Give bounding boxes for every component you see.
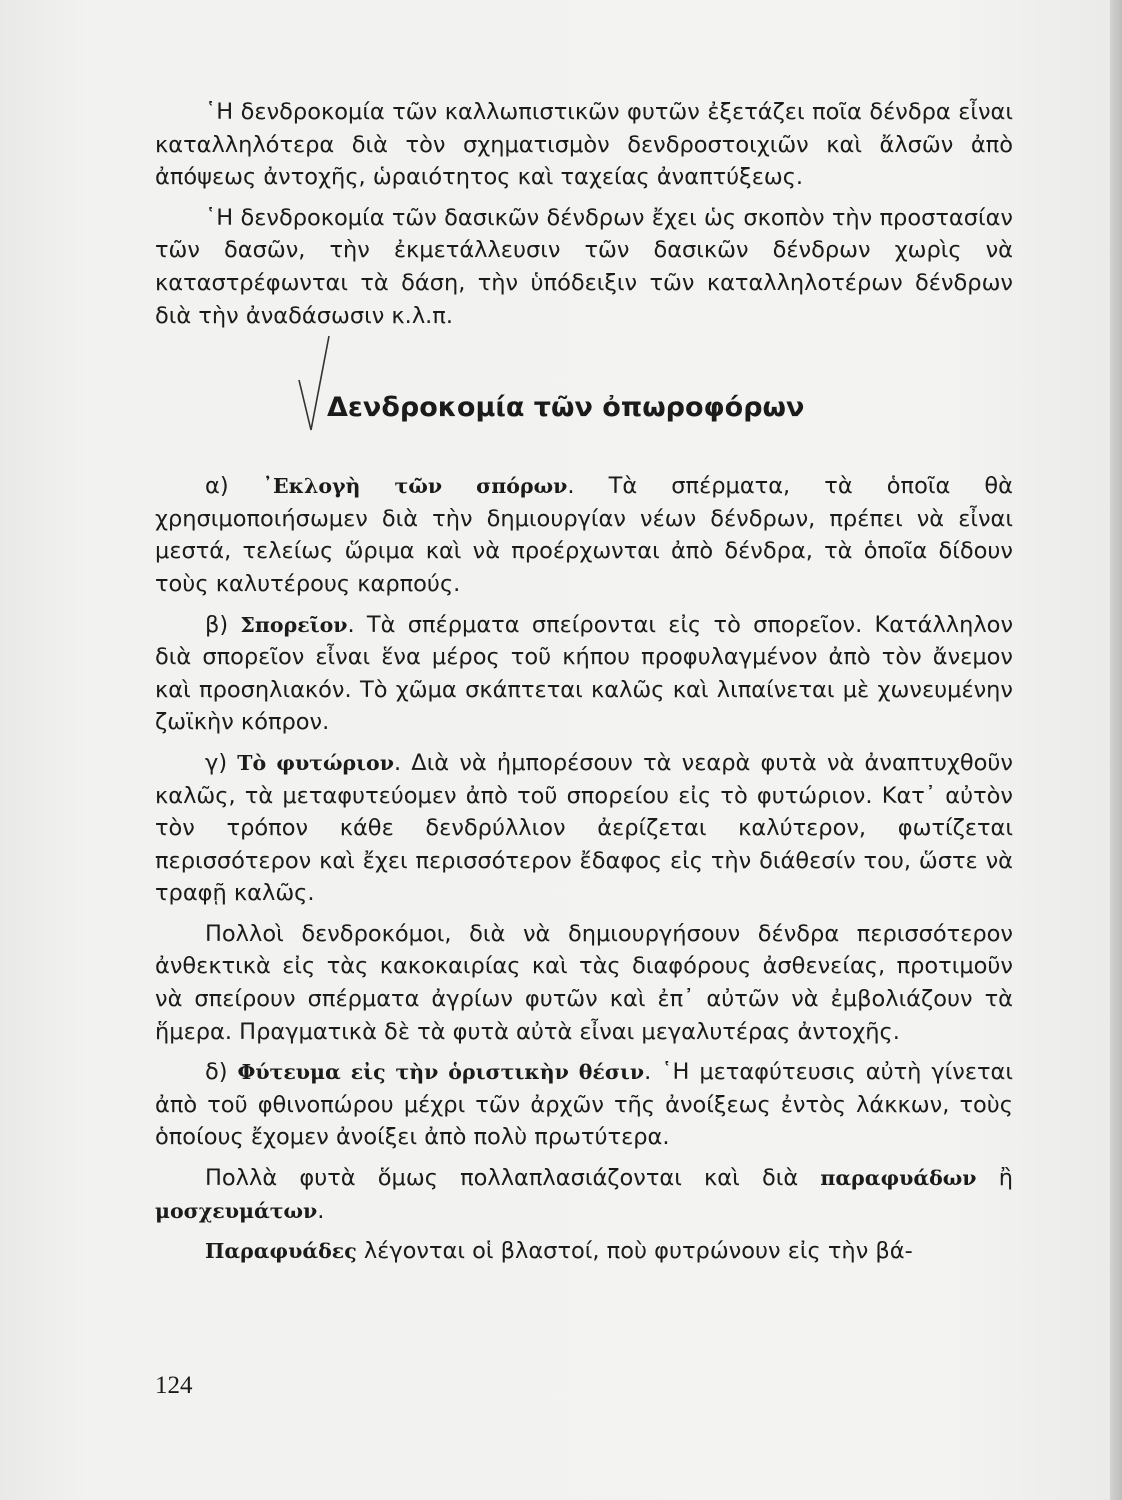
propagation-text-or: ἢ bbox=[976, 1165, 1013, 1192]
item-a-text: . Τὰ σπέρματα, τὰ ὁποῖα θὰ χρησιμοποιήσωμεν διὰ τὴν δημιουργίαν νέων δένδρων, πρέπει νὰ εἶναι μεστά, τελείως ὥριμα καὶ νὰ προέρχωνται ἀπὸ δένδρα, τὰ ὁποῖα δίδουν τοὺς καλυτέρους καρπούς. bbox=[155, 473, 1013, 597]
item-b-label: β) bbox=[205, 611, 229, 638]
paragraph-suckers bbox=[155, 1235, 1013, 1268]
item-c-label: γ) bbox=[205, 749, 228, 776]
section-title-text: Δενδροκομία τῶν ὀπωροφόρων bbox=[327, 392, 805, 424]
item-c-extra-paragraph: Πολλοὶ δενδροκόμοι, διὰ νὰ δημιουργήσουν δένδρα περισσότερον ἀνθεκτικὰ εἰς τὰς κακοκαιρίας καὶ τὰς διαφόρους ἀσθενείας, προτιμοῦν νὰ σπείρουν σπέρματα ἀγρίων φυτῶν καὶ ἐπ᾽ αὐτῶν νὰ ἐμβολιάζουν τὰ ἥμερα. Πραγματικὰ δὲ τὰ φυτὰ αὐτὰ εἶναι μεγαλυτέρας ἀντοχῆς. bbox=[155, 920, 1013, 1045]
item-a-title: ᾽Εκλογὴ τῶν σπόρων bbox=[262, 474, 568, 499]
suckers-definition-text: λέγονται οἱ βλαστοί, ποὺ φυτρώνουν εἰς τὴν βά- bbox=[356, 1238, 913, 1265]
term-cuttings: μοσχευμάτων bbox=[155, 1198, 318, 1223]
term-suckers-definition: Παραφυάδες bbox=[205, 1239, 357, 1264]
item-d-paragraph bbox=[155, 1056, 1013, 1154]
item-b-paragraph bbox=[155, 609, 1013, 739]
propagation-text-start: Πολλὰ φυτὰ ὅμως πολλαπλασιάζονται καὶ διὰ bbox=[205, 1165, 821, 1192]
paragraph-ornamental-trees: ῾Η δενδροκομία τῶν καλλωπιστικῶν φυτῶν ἐξετάζει ποῖα δένδρα εἶναι καταλληλότερα διὰ τὸν σχηματισμὸν δενδροστοιχιῶν καὶ ἄλσῶν ἀπὸ ἀπόψεως ἀντοχῆς, ὡραιότητος καὶ ταχείας ἀναπτύξεως. bbox=[155, 99, 1013, 191]
term-suckers: παραφυάδων bbox=[820, 1166, 977, 1191]
item-b-title: Σπορεῖον bbox=[240, 612, 348, 637]
item-c-title: Τὸ φυτώριον bbox=[237, 750, 394, 775]
item-c-paragraph bbox=[155, 747, 1013, 910]
item-a-label: α) bbox=[205, 473, 229, 500]
item-c-text: . Διὰ νὰ ἠμπορέσουν τὰ νεαρὰ φυτὰ νὰ ἀναπτυχθοῦν καλῶς, τὰ μεταφυτεύομεν ἀπὸ τοῦ σπορείου εἰς τὸ φυτώριον. Κατ᾽ αὐτὸν τὸν τρόπον κάθε δενδρύλλιον ἀερίζεται καλύτερον, φωτίζεται περισσότερον καὶ ἔχει περισσότερον ἔδαφος εἰς τὴν διάθεσίν του, ὥστε νὰ τραφῇ καλῶς. bbox=[155, 749, 1014, 907]
item-d-title: Φύτευμα εἰς τὴν ὁριστικὴν θέσιν bbox=[237, 1060, 645, 1085]
item-b-text: . Τὰ σπέρματα σπείρονται εἰς τὸ σπορεῖον. Κατάλληλον διὰ σπορεῖον εἶναι ἕνα μέρος τοῦ κήπου προφυλαγμένον ἀπὸ τὸν ἄνεμον καὶ προσηλιακόν. Τὸ χῶμα σκάπτεται καλῶς καὶ λιπαίνεται μὲ χωνευμένην ζωϊκὴν κόπρον. bbox=[155, 611, 1014, 736]
text-block bbox=[155, 96, 1013, 1276]
page-number: 124 bbox=[155, 1372, 193, 1399]
item-d-label: δ) bbox=[205, 1059, 228, 1086]
paragraph-forest-trees: ῾Η δενδροκομία τῶν δασικῶν δένδρων ἔχει ὡς σκοπὸν τὴν προστασίαν τῶν δασῶν, τὴν ἐκμετάλλευσιν τῶν δασικῶν δένδρων χωρὶς νὰ καταστρέφωνται τὰ δάση, τὴν ὑπόδειξιν τῶν καταλληλοτέρων δένδρων διὰ τὴν ἀναδάσωσιν κ.λ.π. bbox=[155, 204, 1013, 329]
propagation-text-end: . bbox=[317, 1197, 325, 1224]
section-heading bbox=[155, 392, 1013, 424]
item-d-text: . ῾Η μεταφύτευσις αὐτὴ γίνεται ἀπὸ τοῦ φθινοπώρου μέχρι τῶν ἀρχῶν τῆς ἀνοίξεως ἐντὸς λάκκων, τοὺς ὁποίους ἔχομεν ἀνοίξει ἀπὸ πολὺ πρωτύτερα. bbox=[155, 1059, 1013, 1151]
paragraph-propagation bbox=[155, 1162, 1013, 1227]
handwritten-check-mark bbox=[295, 334, 335, 434]
item-a-paragraph bbox=[155, 470, 1013, 600]
page-edge-shadow bbox=[1110, 0, 1122, 1500]
